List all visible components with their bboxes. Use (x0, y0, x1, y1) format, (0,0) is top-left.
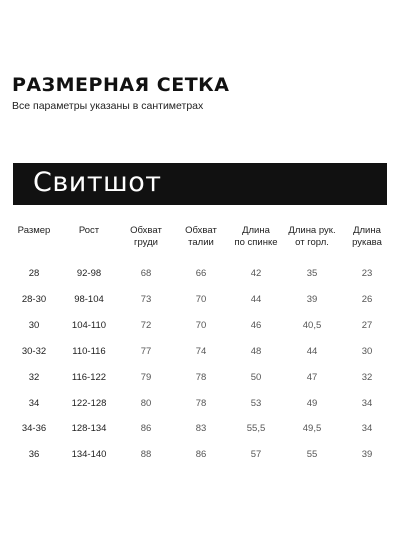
cell-waist: 86 (195, 449, 207, 461)
cell-sleeve-length: 34 (361, 423, 373, 435)
cell-back-length: 57 (250, 449, 262, 461)
cell-sleeve-from-neck: 55 (306, 449, 318, 461)
product-name: Свитшот (33, 167, 162, 198)
cell-waist: 78 (195, 371, 207, 383)
cell-back-length: 48 (250, 345, 262, 357)
header-line: по спинке (234, 237, 278, 248)
cell-height: 128-134 (71, 423, 107, 435)
cell-chest: 68 (140, 268, 152, 279)
table-row (0, 346, 400, 364)
cell-sleeve-length: 23 (361, 268, 373, 279)
cell-back-length: 42 (250, 268, 262, 279)
cell-size: 34 (28, 397, 40, 409)
cell-back-length: 55,5 (246, 423, 266, 435)
header-line: Длина (242, 225, 270, 236)
cell-sleeve-length: 30 (361, 345, 373, 357)
cell-sleeve-from-neck: 44 (306, 345, 318, 357)
cell-size: 30 (28, 319, 40, 331)
table-row (0, 294, 400, 312)
cell-height: 116-122 (71, 371, 107, 383)
cell-sleeve-length: 34 (361, 397, 373, 409)
cell-size: 36 (28, 449, 40, 461)
cell-sleeve-from-neck: 35 (306, 268, 318, 279)
cell-chest: 80 (140, 397, 152, 409)
cell-waist: 74 (195, 345, 207, 357)
product-banner (13, 163, 387, 205)
header-height (57, 225, 121, 237)
cell-back-length: 50 (250, 371, 262, 383)
table-row (0, 423, 400, 441)
cell-chest: 72 (140, 319, 152, 331)
cell-sleeve-length: 27 (361, 319, 373, 331)
cell-waist: 66 (195, 268, 207, 279)
header-line: Обхват (185, 225, 217, 236)
table-row (0, 372, 400, 390)
header-line: Рост (78, 225, 100, 236)
page-title: РАЗМЕРНАЯ СЕТКА (12, 74, 230, 96)
cell-waist: 78 (195, 397, 207, 409)
header-line: Длина (353, 225, 381, 236)
cell-chest: 73 (140, 293, 152, 305)
cell-chest: 86 (140, 423, 152, 435)
cell-height: 92-98 (76, 268, 102, 279)
cell-height: 104-110 (71, 319, 107, 331)
cell-back-length: 53 (250, 397, 262, 409)
header-line: талии (188, 237, 214, 248)
cell-height: 98-104 (74, 293, 104, 305)
cell-sleeve-from-neck: 49,5 (302, 423, 322, 435)
cell-chest: 79 (140, 371, 152, 383)
cell-back-length: 44 (250, 293, 262, 305)
table-row (0, 320, 400, 338)
header-line: Размер (17, 225, 51, 236)
cell-height: 134-140 (71, 449, 107, 461)
cell-size: 34-36 (21, 423, 47, 435)
cell-sleeve-from-neck: 40,5 (302, 319, 322, 331)
header-sleeve-length (335, 225, 399, 249)
header-back-length (224, 225, 288, 249)
header-line: рукава (352, 237, 382, 248)
cell-chest: 77 (140, 345, 152, 357)
cell-sleeve-from-neck: 49 (306, 397, 318, 409)
cell-size: 30-32 (21, 345, 47, 357)
cell-sleeve-from-neck: 39 (306, 293, 318, 305)
cell-sleeve-length: 26 (361, 293, 373, 305)
cell-height: 122-128 (71, 397, 107, 409)
cell-waist: 70 (195, 293, 207, 305)
cell-sleeve-length: 39 (361, 449, 373, 461)
cell-chest: 88 (140, 449, 152, 461)
header-line: от горл. (295, 237, 329, 248)
cell-size: 28 (28, 268, 40, 279)
header-line: груди (134, 237, 158, 248)
header-line: Длина рук. (288, 225, 336, 236)
cell-waist: 70 (195, 319, 207, 331)
cell-height: 110-116 (72, 345, 106, 357)
table-row (0, 268, 400, 286)
table-row (0, 398, 400, 416)
table-row (0, 449, 400, 467)
cell-sleeve-from-neck: 47 (306, 371, 318, 383)
cell-size: 28-30 (21, 293, 47, 305)
cell-waist: 83 (195, 423, 207, 435)
cell-size: 32 (28, 371, 40, 383)
page-subtitle: Все параметры указаны в сантиметрах (12, 100, 204, 112)
cell-back-length: 46 (250, 319, 262, 331)
cell-sleeve-length: 32 (361, 371, 373, 383)
header-line: Обхват (130, 225, 162, 236)
